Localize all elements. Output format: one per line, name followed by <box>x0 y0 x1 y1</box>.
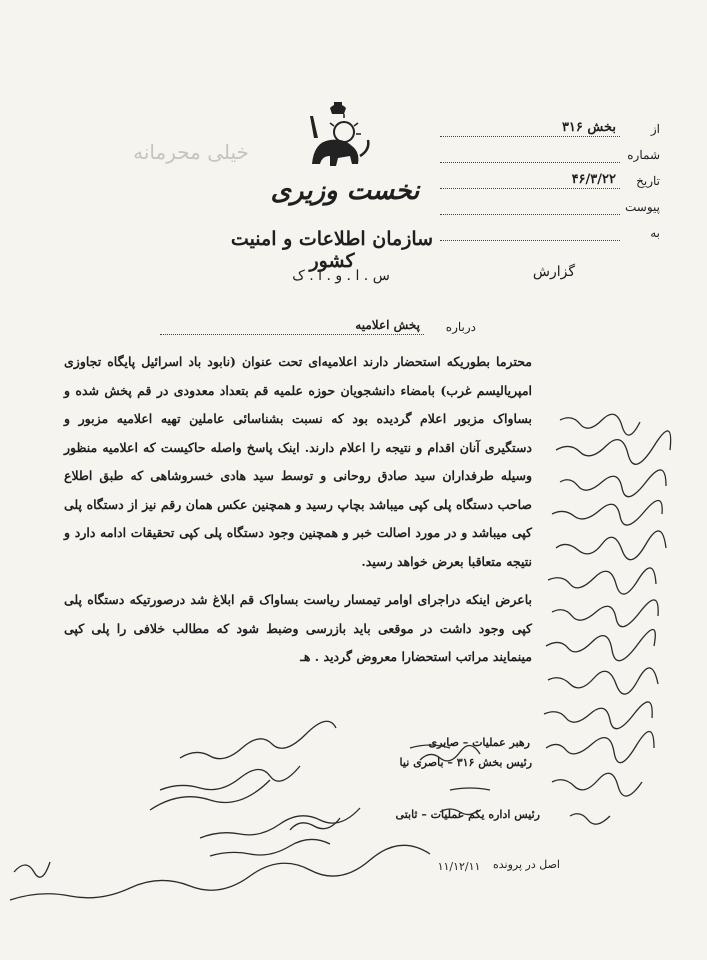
signature-section-head: رئیس بخش ۳۱۶ – باصری نیا <box>399 756 532 769</box>
footer-date: ۱۱/۱۲/۱۱ <box>437 860 481 873</box>
field-label: تاریخ <box>636 174 660 188</box>
organization-name: نخست وزیری <box>270 176 420 206</box>
body-paragraph: باعرض اینکه دراجرای اوامر تیمسار ریاست بساواک قم ابلاغ شد درصورتیکه دستگاه پلی کپی وجود داشت در موقعی باید بازرسی وضبط شود که مطالب خلافی را پلی کپی مینمایند مراتب استحضارا معروض گردید . هـ <box>64 592 532 664</box>
report-label: گزارش <box>532 264 576 280</box>
field-label: از <box>650 122 660 136</box>
subject-label: درباره <box>445 320 476 334</box>
classification-stamp: خیلی محرمانه <box>133 140 249 164</box>
original-in-file-label: اصل در پرونده <box>493 858 560 871</box>
subject-value: پخش اعلامیه <box>355 318 420 332</box>
field-label: شماره <box>627 148 660 162</box>
field-value: ۴۶/۳/۲۲ <box>571 172 616 187</box>
body-paragraph: محترما بطوریکه استحضار دارند اعلامیه‌ای تحت عنوان (نابود باد اسرائیل پایگاه تجاوزی امپریالیسم غرب) بامضاء دانشجویان حوزه علمیه قم بتعداد معدودی در قم پخش شده و بساواک مزبور اعلام گردیده بود که نسبت بشناسائی عاملین تهیه اعلامیه مزبور و دستگیری آنان اقدام و نتیجه را اعلام دارند. اینک پاسخ واصله حاکیست که اعلامیه منظور وسیله طرفداران سید صادق روحانی و توسط سید هادی خسروشاهی که طبق اطلاع صاحب دستگاه پلی کپی میباشد بچاپ رسید و همچنین عکس همان رقم نیز از دستگاه پلی کپی میباشد و در مورد اصالت خبر و همچنین وجود دستگاه پلی کپی تحقیقات ادامه دارد و نتیجه متعاقبا بعرض خواهد رسید. <box>64 354 532 569</box>
organization-subtitle: سازمان اطلاعات و امنیت کشور <box>230 228 434 272</box>
field-value: بخش ۳۱۶ <box>561 120 616 135</box>
signature-operations-leader: رهبر عملیات – صابری <box>428 736 530 749</box>
organization-code: س . ا . و . ا . ک <box>292 268 390 284</box>
signature-department-head: رئیس اداره یکم عملیات – ثابتی <box>395 808 540 821</box>
field-label: پیوست <box>625 200 660 214</box>
field-label: به <box>650 226 660 240</box>
